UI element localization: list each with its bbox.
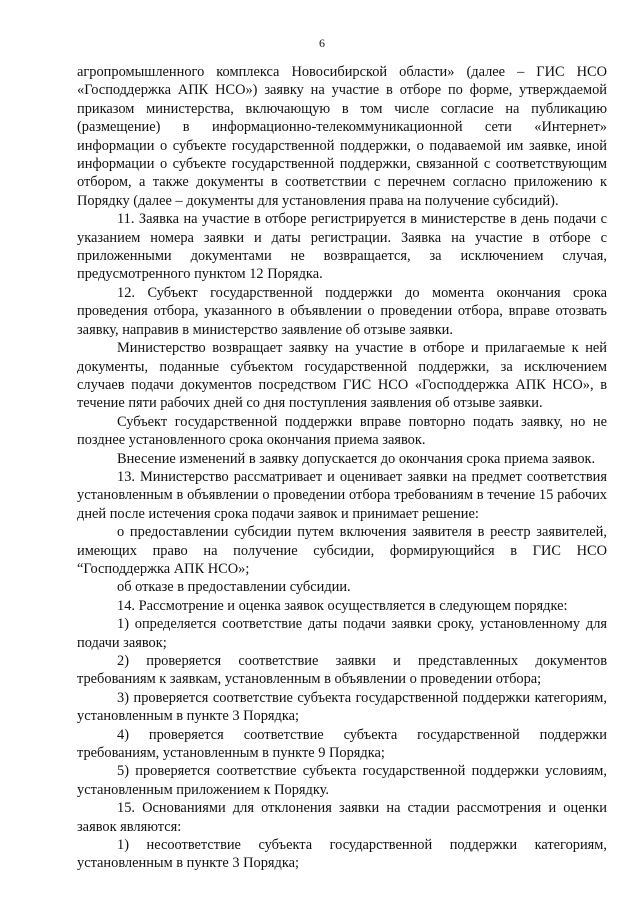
paragraph-decision-refuse: об отказе в предоставлении субсидии.: [117, 579, 351, 596]
paragraph-intro-continuation: агропромышленного комплекса Новосибирской области» (далее – ГИС НСО «Господдержка АПК НСО») заявку на участие в отборе по форме, утверждаемой приказом министерства, включающую в том числе согласие на публикацию (размещение) в информационно-телекоммуникационной сети «Интернет» информации о субъекте государственной поддержки, о подаваемой им заявке, иной информации о субъекте государственной поддержки, связанной с соответствующим отбором, а также документы в соответствии с перечнем согласно приложению к Порядку (далее – документы для установления права на получение субсидий).: [77, 64, 607, 209]
paragraph-clause-13: 13. Министерство рассматривает и оценивает заявки на предмет соответствия установленным в объявлении о проведении отбора требованиям в течение 15 рабочих дней после истечения срока подачи заявок и принимает решение:: [77, 468, 607, 522]
paragraph-item-14-5: 5) проверяется соответствие субъекта государственной поддержки условиям, установленным приложением к Порядку.: [77, 763, 607, 798]
paragraph-item-14-4: 4) проверяется соответствие субъекта государственной поддержки требованиям, установленным в пункте 9 Порядка;: [77, 726, 607, 762]
paragraph-resubmit: Субъект государственной поддержки вправе повторно подать заявку, но не позднее установленного срока окончания приема заявок.: [77, 413, 607, 449]
paragraph-return-application: Министерство возвращает заявку на участие в отборе и прилагаемые к ней документы, поданные субъектом государственной поддержки, за исключением случаев подачи документов посредством ГИС НСО «Господдержка АПК НСО», в течение пяти рабочих дней со дня поступления заявления об отзыве заявки.: [77, 340, 607, 412]
paragraph-clause-15: 15. Основаниями для отклонения заявки на стадии рассмотрения и оценки заявок являются:: [77, 800, 607, 835]
paragraph-item-14-2: 2) проверяется соответствие заявки и представленных документов требованиям к заявкам, установленным в объявлении о проведении отбора;: [77, 653, 607, 688]
paragraph-item-14-3: 3) проверяется соответствие субъекта государственной поддержки категориям, установленным в пункте 3 Порядка;: [77, 689, 607, 725]
paragraph-clause-11: 11. Заявка на участие в отборе регистрируется в министерстве в день подачи с указанием номера заявки и даты регистрации. Заявка на участие в отборе с приложенными документами не возвращается, за исключением случая, предусмотренного пунктом 12 Порядка.: [77, 211, 607, 283]
paragraph-decision-grant: о предоставлении субсидии путем включения заявителя в реестр заявителей, имеющих право на получение субсидии, формирующийся в ГИС НСО “Господдержка АПК НСО»;: [77, 524, 607, 577]
paragraph-clause-12: 12. Субъект государственной поддержки до момента окончания срока проведения отбора, указанного в объявлении о проведении отбора, вправе отозвать заявку, направив в министерство заявление об отзыве заявки.: [77, 284, 607, 338]
paragraph-item-15-1: 1) несоответствие субъекта государственной поддержки категориям, установленным в пункте 3 Порядка;: [77, 837, 607, 872]
paragraph-clause-14: 14. Рассмотрение и оценка заявок осуществляется в следующем порядке:: [117, 597, 568, 614]
page-number: 6: [319, 36, 325, 50]
paragraph-amendments: Внесение изменений в заявку допускается до окончания срока приема заявок.: [117, 450, 596, 467]
paragraph-item-14-1: 1) определяется соответствие даты подачи заявки сроку, установленному для подачи заявок;: [77, 616, 607, 651]
